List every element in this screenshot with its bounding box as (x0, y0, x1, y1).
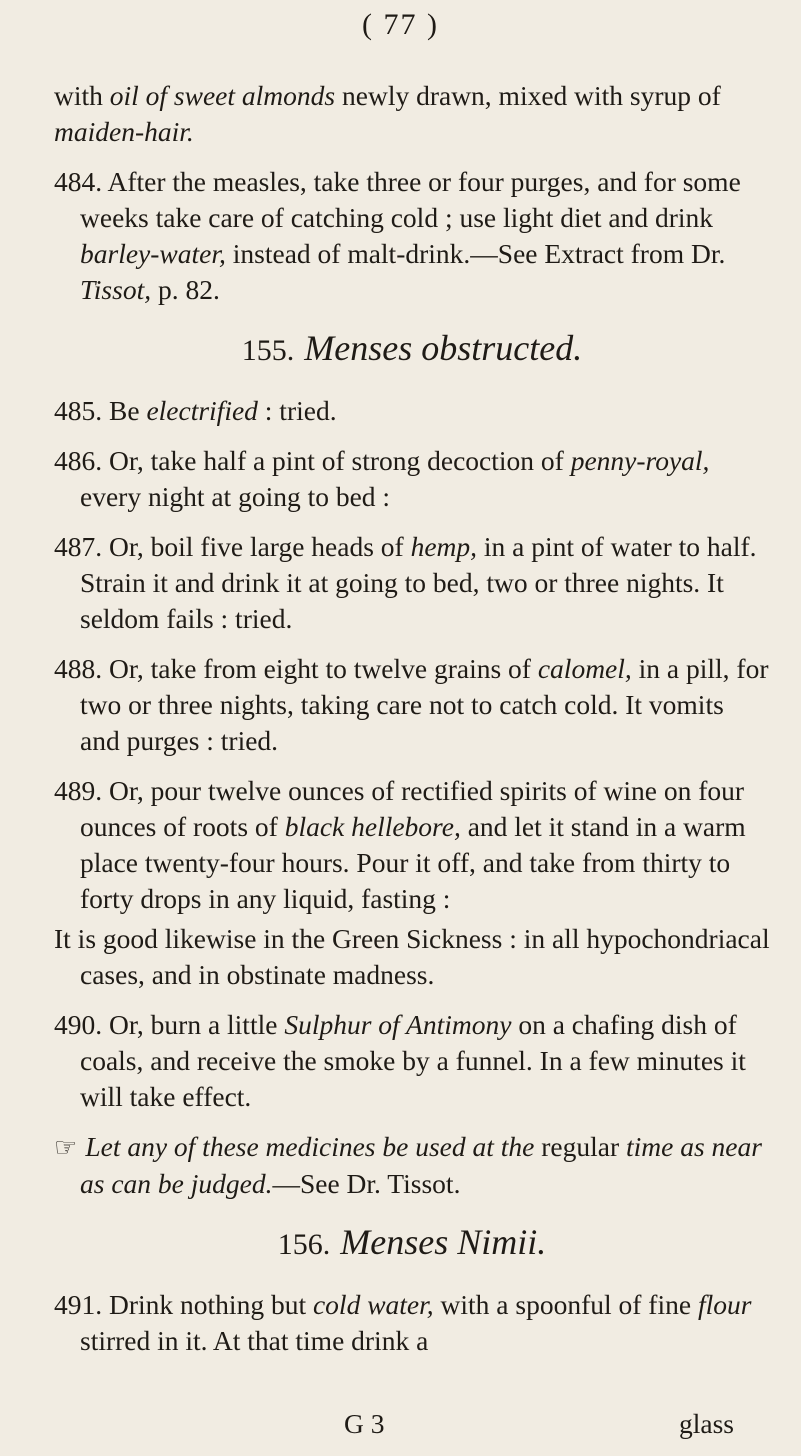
page-body (54, 78, 770, 1373)
italic-text: black hellebore, (284, 811, 461, 842)
text: stirred in it. At that time drink a (80, 1325, 429, 1356)
signature-mark: G 3 (344, 1408, 385, 1439)
paragraph-484 (54, 164, 770, 308)
text: in a pill, for two or three nights, taking care not to catch cold. It vomits and purges : tried. (80, 653, 769, 756)
text: p. 82. (151, 274, 220, 305)
text: with (54, 80, 110, 111)
section-number: 155. (241, 334, 295, 367)
text: Be (109, 395, 147, 426)
section-heading-156 (54, 1220, 770, 1267)
text: : tried. (257, 395, 337, 426)
text: Or, burn a little (109, 1009, 285, 1040)
paragraph-491 (54, 1287, 770, 1359)
paragraph-body (54, 1007, 770, 1115)
paragraph-number: 491. (54, 1289, 103, 1320)
paragraph-body (54, 1287, 770, 1359)
italic-text: Sulphur of Antimony (284, 1009, 512, 1040)
text: Or, pour twelve ounces of rectified spirits of wine on four ounces of roots of (80, 775, 745, 842)
italic-text: maiden-hair. (54, 116, 194, 147)
text: every night at going to bed : (80, 481, 391, 512)
paragraph-body (54, 651, 770, 759)
text: Or, take half a pint of strong decoction of (109, 445, 571, 476)
paragraph-485 (54, 393, 770, 429)
italic-text: cold water, (312, 1289, 434, 1320)
paragraph-486 (54, 443, 770, 515)
italic-text: Let any of these medicines be used at the (85, 1131, 535, 1162)
paragraph-body (54, 164, 770, 308)
italic-text: penny-royal, (570, 445, 710, 476)
paragraph-body (54, 1129, 770, 1202)
italic-text: hemp, (410, 531, 478, 562)
italic-text: calomel, (537, 653, 632, 684)
paragraph-489 (54, 773, 770, 917)
catchword: glass (679, 1408, 734, 1439)
text: Drink nothing but (109, 1289, 313, 1320)
text: with syrup of (574, 80, 721, 111)
paragraph-body: It is good likewise in the Green Sickness : in all hypochondriacal cases, and in obstinate madness. (54, 923, 770, 990)
text: regular (534, 1131, 626, 1162)
pointing-hand-icon: ☞ (54, 1133, 78, 1162)
italic-text: Tissot, (80, 274, 152, 305)
text: in a pint of water to half. Strain it and drink it at going to bed, two or three nights. It seldom fails : tried. (80, 531, 757, 634)
paragraph-number: 489. (54, 775, 103, 806)
paragraph-number: 484. (54, 166, 103, 197)
paragraph-number: 487. (54, 531, 103, 562)
paragraph-490 (54, 1007, 770, 1115)
paragraph-number: 490. (54, 1009, 103, 1040)
paragraph-body (54, 529, 770, 637)
paragraph-number: 486. (54, 445, 103, 476)
text: with a spoonful of fine (433, 1289, 698, 1320)
text: Or, take from eight to twelve grains of (109, 653, 538, 684)
note-paragraph (54, 1129, 770, 1202)
text: After the measles, take three or four purges, and for some weeks take care of catching cold ; use light diet and drink (80, 166, 741, 233)
text: and let it stand in a warm place twenty-four hours. Pour it off, and take from thirty to forty drops in any liquid, fasting : (80, 811, 746, 914)
paragraph-body (54, 773, 770, 917)
paragraph-body (54, 393, 770, 429)
text: on a chafing dish of coals, and receive the smoke by a funnel. In a few minutes it will take effect. (80, 1009, 746, 1112)
paragraph-number: 488. (54, 653, 103, 684)
section-title: Menses obstructed. (304, 328, 583, 368)
italic-text: electrified (146, 395, 258, 426)
continued-text (54, 78, 770, 150)
paragraph-488 (54, 651, 770, 759)
italic-text: oil of sweet almonds (109, 80, 336, 111)
text: instead of malt-drink.—See Extract from Dr. (225, 238, 726, 269)
paragraph-489-continued (54, 921, 770, 993)
line (54, 78, 770, 150)
italic-text: time as near as can be judged. (80, 1131, 762, 1199)
paragraph-body (54, 443, 770, 515)
text: Or, boil five large heads of (109, 531, 411, 562)
italic-text: barley-water, (80, 238, 226, 269)
section-number: 156. (277, 1228, 331, 1261)
page-number: ( 77 ) (362, 8, 439, 41)
paragraph-number: 485. (54, 395, 103, 426)
paragraph-487 (54, 529, 770, 637)
section-heading-155 (54, 326, 770, 373)
italic-text: flour (697, 1289, 752, 1320)
text: newly drawn, mixed (335, 80, 568, 111)
text: —See Dr. Tissot. (272, 1168, 461, 1199)
section-title: Menses Nimii. (340, 1222, 547, 1262)
